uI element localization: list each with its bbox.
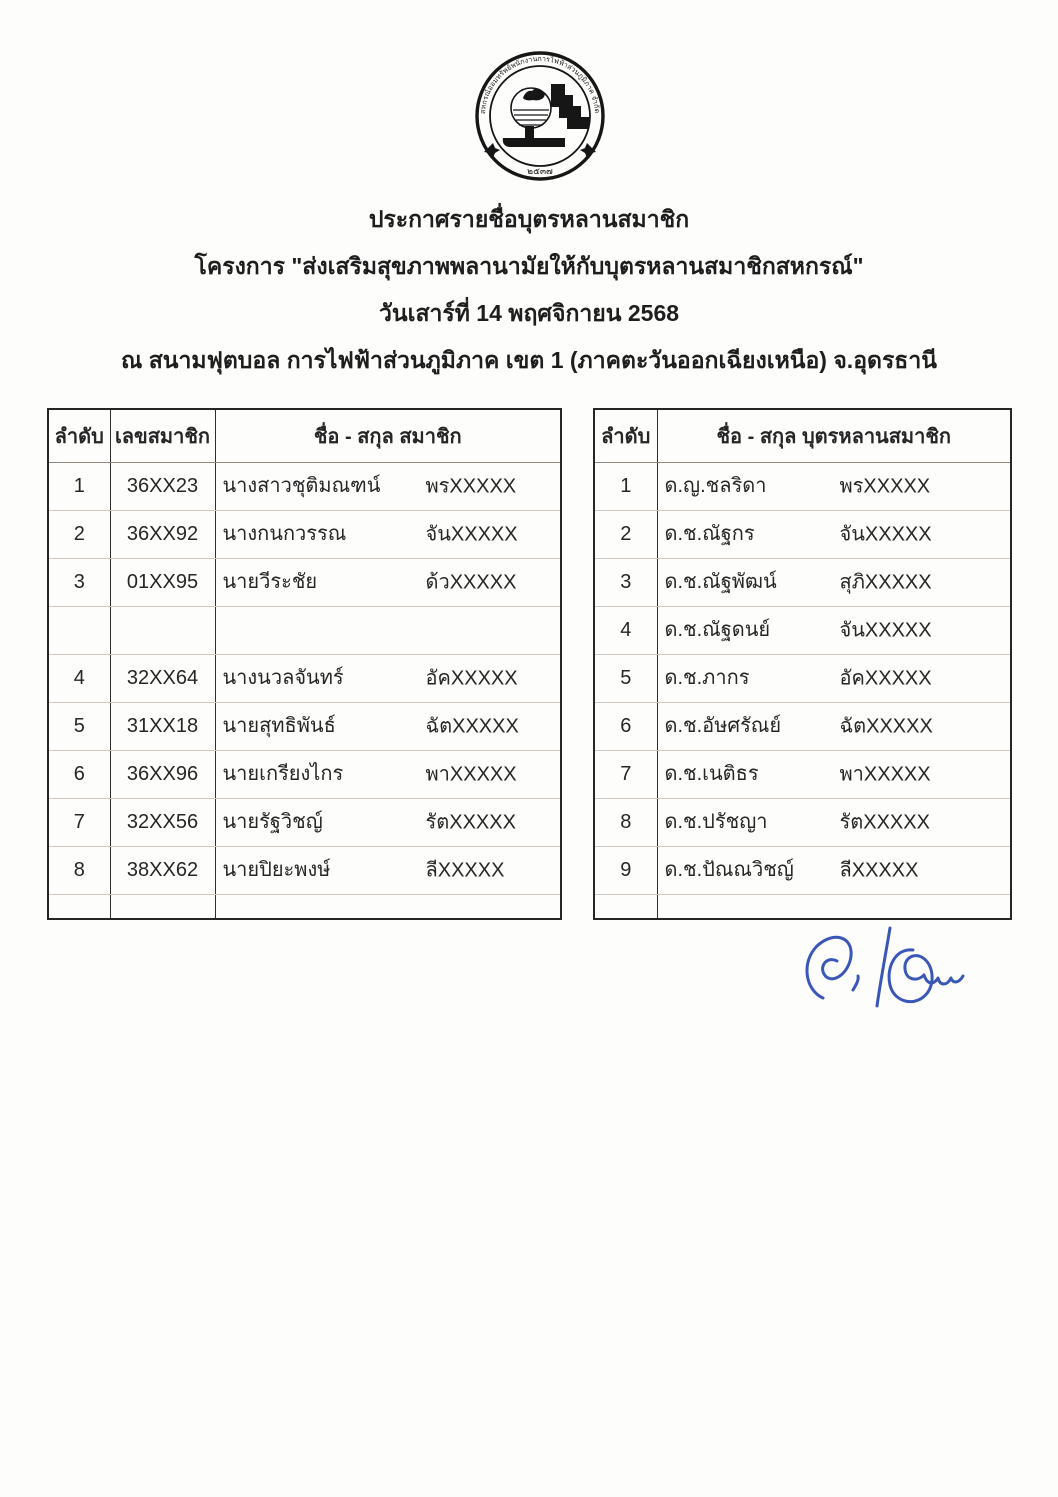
member-given-name: นายรัฐวิชญ์	[222, 811, 323, 833]
table-row	[594, 511, 1011, 559]
member-id	[110, 607, 215, 655]
child-name	[657, 847, 1011, 895]
table-row	[594, 463, 1011, 511]
members-header-name: ชื่อ - สกุล สมาชิก	[215, 409, 561, 463]
signature-icon	[793, 918, 983, 1038]
table-row	[48, 655, 561, 703]
child-name	[657, 895, 1011, 920]
member-id: 32XX56	[110, 799, 215, 847]
table-row	[594, 799, 1011, 847]
child-surname: ลีXXXXX	[839, 859, 919, 881]
child-surname: รัตXXXXX	[839, 811, 930, 833]
child-surname: พาXXXXX	[839, 763, 931, 785]
row-number: 4	[48, 655, 110, 703]
child-given-name: ด.ช.อัษศรัณย์	[664, 715, 782, 737]
event-date: วันเสาร์ที่ 14 พฤศจิกายน 2568	[378, 300, 680, 326]
child-name	[657, 703, 1011, 751]
table-row	[48, 511, 561, 559]
seal-icon	[455, 48, 625, 188]
member-given-name: นายวีระชัย	[222, 571, 318, 593]
member-name	[215, 511, 561, 559]
members-header-member-id: เลขสมาชิก	[110, 409, 215, 463]
child-name	[657, 559, 1011, 607]
members-header-row	[48, 409, 561, 463]
member-id: 36XX96	[110, 751, 215, 799]
member-surname: พรXXXXX	[425, 475, 517, 497]
row-number: 2	[48, 511, 110, 559]
child-name	[657, 751, 1011, 799]
project-subtitle: โครงการ "ส่งเสริมสุขภาพพลานามัยให้กับบุตรหลานสมาชิกสหกรณ์"	[194, 253, 864, 279]
member-name	[215, 559, 561, 607]
member-surname: รัตXXXXX	[425, 811, 516, 833]
table-row	[594, 847, 1011, 895]
row-number: 8	[594, 799, 657, 847]
row-number: 6	[594, 703, 657, 751]
child-name	[657, 799, 1011, 847]
member-name	[215, 463, 561, 511]
member-surname: ด้วXXXXX	[425, 571, 517, 593]
table-row	[594, 655, 1011, 703]
table-row	[594, 607, 1011, 655]
row-number: 3	[594, 559, 657, 607]
cooperative-seal-logo	[455, 48, 625, 188]
table-row	[594, 703, 1011, 751]
row-number: 5	[594, 655, 657, 703]
member-given-name: นางกนกวรรณ	[222, 523, 347, 545]
child-given-name: ด.ช.เนติธร	[664, 763, 759, 785]
row-number: 7	[594, 751, 657, 799]
member-name	[215, 895, 561, 920]
table-row	[48, 703, 561, 751]
member-id: 32XX64	[110, 655, 215, 703]
table-row	[594, 559, 1011, 607]
row-number: 3	[48, 559, 110, 607]
child-name	[657, 655, 1011, 703]
row-number: 2	[594, 511, 657, 559]
member-id: 31XX18	[110, 703, 215, 751]
row-number	[48, 607, 110, 655]
child-name	[657, 607, 1011, 655]
row-number: 4	[594, 607, 657, 655]
table-row-empty	[48, 895, 561, 920]
child-surname: ฉัตXXXXX	[839, 715, 933, 737]
row-number: 5	[48, 703, 110, 751]
table-row-empty	[48, 607, 561, 655]
member-surname: จันXXXXX	[425, 523, 518, 545]
child-given-name: ด.ช.ปัณณวิชญ์	[664, 859, 794, 881]
table-row	[48, 463, 561, 511]
child-surname: จันXXXXX	[839, 523, 932, 545]
member-name	[215, 607, 561, 655]
member-name	[215, 751, 561, 799]
children-header-row	[594, 409, 1011, 463]
seal-ring-text: สหกรณ์ออมทรัพย์พนักงานการไฟฟ้าส่วนภูมิภาค จำกัด	[480, 55, 600, 115]
child-given-name: ด.ช.ภากร	[664, 667, 750, 689]
child-surname: สุภิXXXXX	[839, 571, 932, 593]
member-given-name: นายเกรียงไกร	[222, 763, 344, 785]
members-header-no: ลำดับ	[48, 409, 110, 463]
member-id: 38XX62	[110, 847, 215, 895]
member-surname: พาXXXXX	[425, 763, 517, 785]
member-given-name: นางสาวชุติมณฑน์	[222, 475, 381, 497]
member-given-name: นายปิยะพงษ์	[222, 859, 331, 881]
table-row	[48, 847, 561, 895]
row-number	[48, 895, 110, 920]
table-row	[48, 799, 561, 847]
row-number: 8	[48, 847, 110, 895]
children-table	[593, 408, 1012, 920]
member-surname: อัคXXXXX	[425, 667, 518, 689]
table-row-empty	[594, 895, 1011, 920]
member-name	[215, 847, 561, 895]
event-venue: ณ สนามฟุตบอล การไฟฟ้าส่วนภูมิภาค เขต 1 (ภาคตะวันออกเฉียงเหนือ) จ.อุดรธานี	[121, 347, 937, 373]
member-surname: ฉัตXXXXX	[425, 715, 519, 737]
row-number: 1	[48, 463, 110, 511]
member-id	[110, 895, 215, 920]
child-given-name: ด.ช.ณัฐดนย์	[664, 619, 771, 641]
children-header-name: ชื่อ - สกุล บุตรหลานสมาชิก	[657, 409, 1011, 463]
member-id: 01XX95	[110, 559, 215, 607]
child-given-name: ด.ช.ปรัชญา	[664, 811, 768, 833]
row-number: 9	[594, 847, 657, 895]
child-name	[657, 463, 1011, 511]
child-name	[657, 511, 1011, 559]
member-name	[215, 799, 561, 847]
child-surname: อัคXXXXX	[839, 667, 932, 689]
child-given-name: ด.ญ.ชลริดา	[664, 475, 767, 497]
row-number: 7	[48, 799, 110, 847]
row-number	[594, 895, 657, 920]
handwritten-signature	[793, 918, 983, 1038]
row-number: 6	[48, 751, 110, 799]
child-surname: จันXXXXX	[839, 619, 932, 641]
member-given-name: นายสุทธิพันธ์	[222, 715, 336, 737]
table-row	[48, 559, 561, 607]
members-table	[47, 408, 562, 920]
row-number: 1	[594, 463, 657, 511]
member-name	[215, 703, 561, 751]
child-surname: พรXXXXX	[839, 475, 931, 497]
page-title: ประกาศรายชื่อบุตรหลานสมาชิก	[368, 206, 690, 232]
seal-year-text: ๒๕๓๗	[527, 166, 553, 176]
member-id: 36XX92	[110, 511, 215, 559]
member-given-name: นางนวลจันทร์	[222, 667, 344, 689]
children-header-no: ลำดับ	[594, 409, 657, 463]
member-name	[215, 655, 561, 703]
member-surname: ลีXXXXX	[425, 859, 505, 881]
child-given-name: ด.ช.ณัฐพัฒน์	[664, 571, 777, 593]
table-row	[48, 751, 561, 799]
member-id: 36XX23	[110, 463, 215, 511]
table-row	[594, 751, 1011, 799]
child-given-name: ด.ช.ณัฐกร	[664, 523, 755, 545]
